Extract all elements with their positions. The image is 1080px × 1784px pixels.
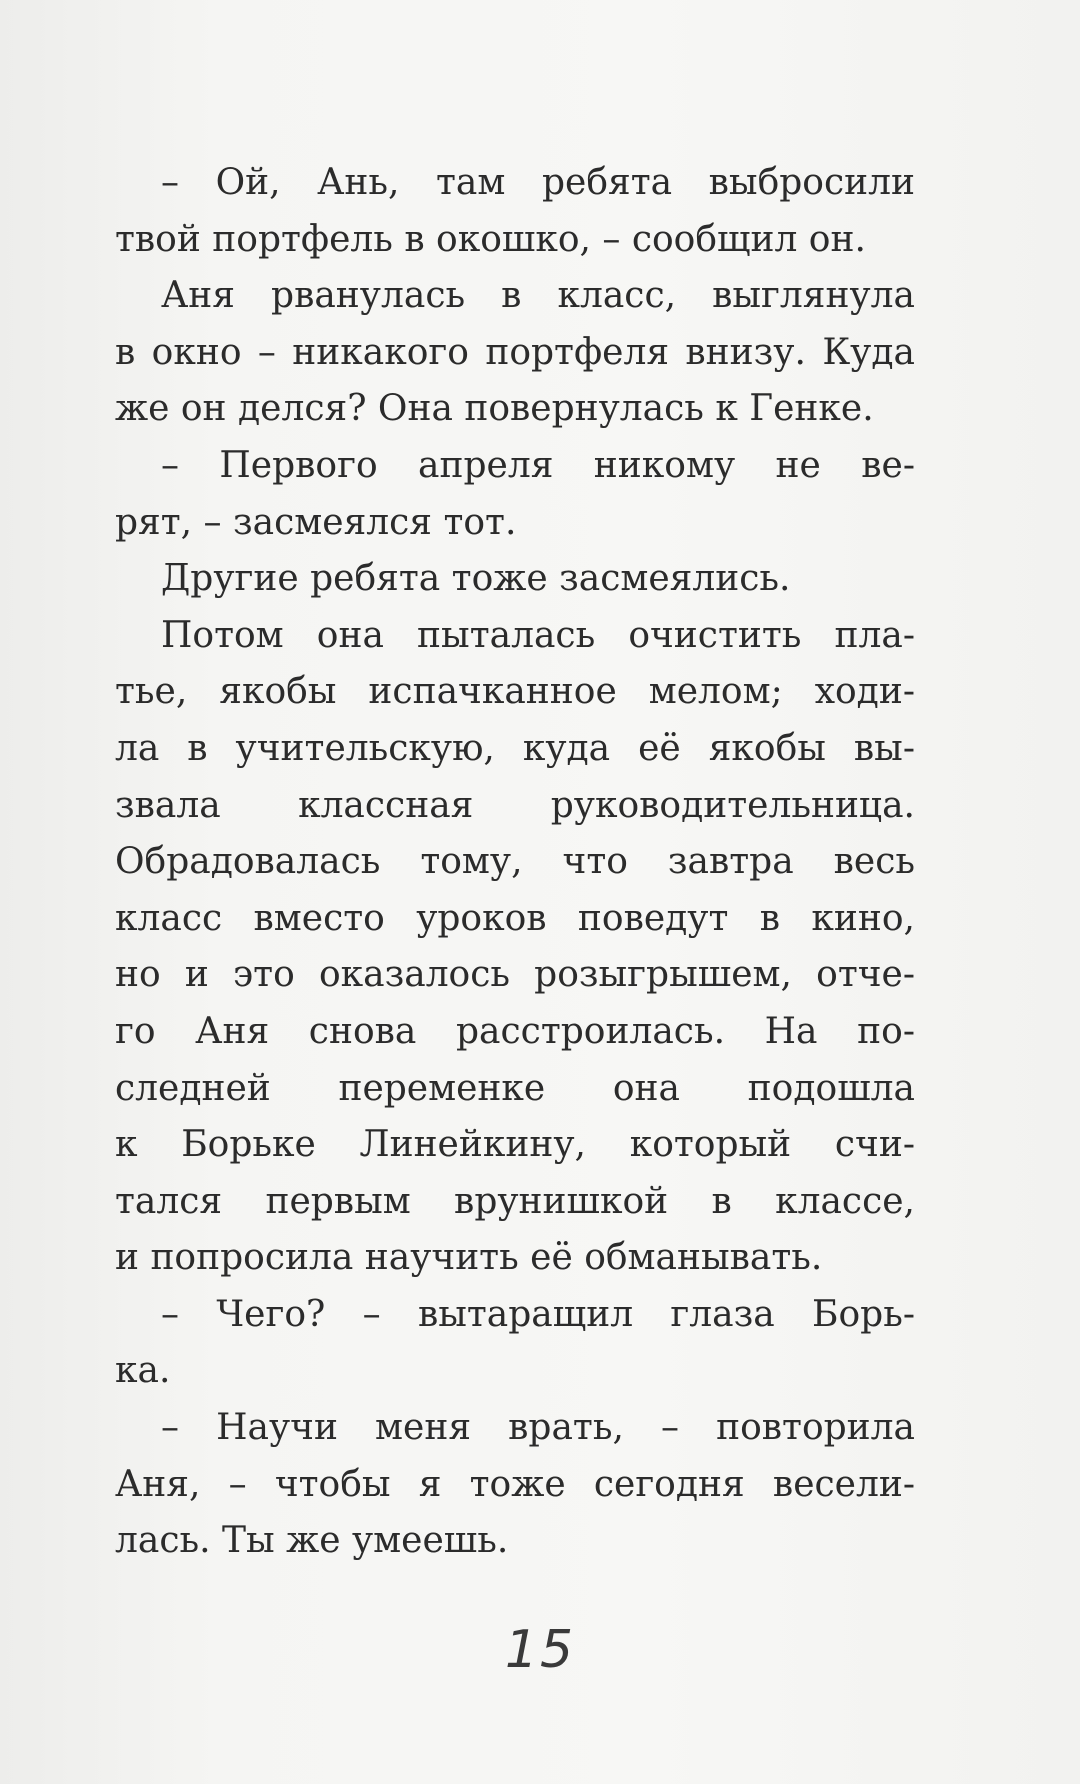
- text-line: ка.: [115, 1350, 171, 1392]
- text-line: следней переменке она подошла: [115, 1067, 915, 1109]
- text-line: го Аня снова расстроилась. На по-: [115, 1010, 915, 1052]
- text-line: в окно – никакого портфеля внизу. Куда: [115, 331, 915, 373]
- text-line: тался первым врунишкой в классе,: [115, 1180, 915, 1222]
- text-line: звала классная руководительница.: [115, 784, 915, 826]
- text-line: рят, – засмеялся тот.: [115, 501, 517, 543]
- body-text: [115, 155, 915, 1570]
- text-line: – Научи меня врать, – повторила: [161, 1407, 915, 1449]
- text-line: Аня, – чтобы я тоже сегодня весели-: [115, 1463, 915, 1505]
- text-line: – Первого апреля никому не ве-: [161, 444, 915, 486]
- text-line: тье, якобы испачканное мелом; ходи-: [115, 671, 915, 713]
- text-line: Другие ребята тоже засмеялись.: [161, 558, 791, 600]
- text-line: и попросила научить её обманывать.: [115, 1237, 823, 1279]
- text-line: Обрадовалась тому, что завтра весь: [115, 841, 915, 883]
- text-line: к Борьке Линейкину, который счи-: [115, 1124, 915, 1166]
- text-line: твой портфель в окошко, – сообщил он.: [115, 218, 866, 260]
- text-line: класс вместо уроков поведут в кино,: [115, 897, 915, 939]
- text-line: Потом она пыталась очистить пла-: [161, 614, 915, 656]
- text-line: ла в учительскую, куда её якобы вы-: [115, 727, 915, 769]
- text-line: лась. Ты же умеешь.: [115, 1520, 509, 1562]
- page-number: 15: [504, 1620, 576, 1680]
- text-line: Аня рванулась в класс, выглянула: [161, 275, 915, 317]
- text-line: – Ой, Ань, там ребята выбросили: [161, 162, 915, 203]
- text-line: но и это оказалось розыгрышем, отче-: [115, 954, 915, 996]
- text-line: же он делся? Она повернулась к Генке.: [115, 388, 874, 430]
- text-line: – Чего? – вытаращил глаза Борь-: [161, 1293, 915, 1335]
